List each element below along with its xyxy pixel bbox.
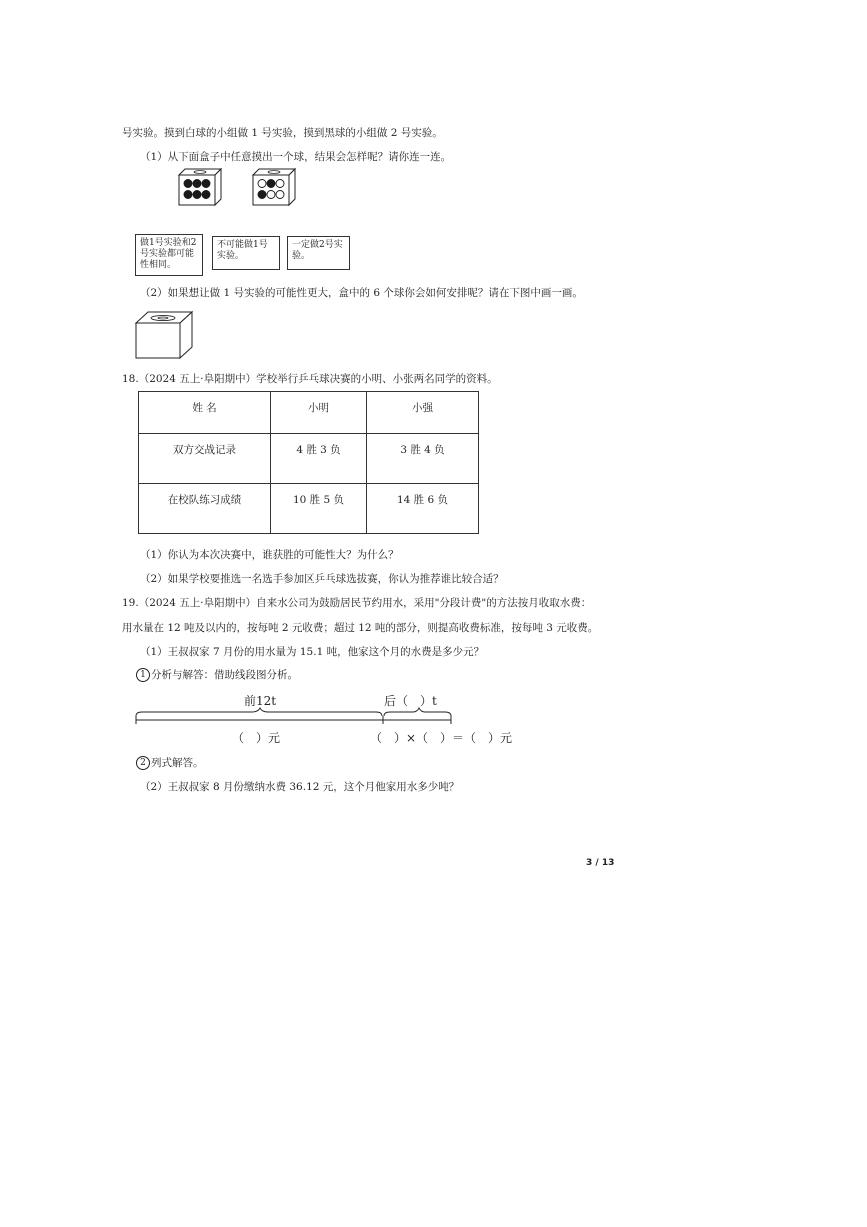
front-cost-blank: （ ）元 [232, 731, 281, 745]
white-ball [267, 191, 275, 199]
black-ball [184, 180, 192, 188]
table-cell: 10 胜 5 负 [271, 484, 367, 534]
q19-line2: 用水量在 12 吨及以内的，按每吨 2 元收费；超过 12 吨的部分，则提高收费标准，按每吨 3 元收费。 [122, 622, 599, 634]
player-info-table [138, 391, 479, 534]
option-box-2: 不可能做1号实验。 [212, 236, 280, 270]
back-cost-formula: （ ）×（ ）＝（ ）元 [370, 731, 513, 745]
table-cell: 4 胜 3 负 [271, 434, 367, 484]
option-box-1: 做1号实验和2号实验都可能性相同。 [135, 234, 203, 276]
q17-part2: （2）如果想让做 1 号实验的可能性更大，盒中的 6 个球你会如何安排呢？请在下图中画一画。 [140, 287, 583, 299]
back-segment-label: 后（ ）t [384, 694, 437, 708]
table-header-cell: 姓 名 [139, 392, 271, 434]
circled-number-2: 2 [136, 756, 150, 770]
table-cell: 双方交战记录 [139, 434, 271, 484]
option-box-3: 一定做2号实验。 [287, 236, 350, 270]
table-header-cell: 小强 [367, 392, 479, 434]
front-segment-label: 前12t [244, 694, 277, 708]
table-row [139, 434, 479, 484]
table-cell: 在校队练习成绩 [139, 484, 271, 534]
black-ball [258, 191, 266, 199]
box-2 [253, 169, 295, 205]
step1-text: 分析与解答：借助线段图分析。 [151, 669, 298, 681]
table-cell: 3 胜 4 负 [367, 434, 479, 484]
q19-title: 19.（2024 五上·阜阳期中）自来水公司为鼓励居民节约用水，采用"分段计费"的方法按月收取水费： [122, 597, 592, 609]
white-ball [276, 191, 284, 199]
ball-boxes-illustration [175, 167, 305, 209]
black-ball [202, 180, 210, 188]
black-ball [184, 191, 192, 199]
black-ball [193, 180, 201, 188]
q17-part1: （1）从下面盒子中任意摸出一个球，结果会怎样呢？请你连一连。 [140, 151, 452, 163]
white-ball [258, 180, 266, 188]
table-cell: 14 胜 6 负 [367, 484, 479, 534]
empty-box-illustration [134, 309, 198, 361]
q19-step1 [136, 668, 298, 682]
q18-title: 18.（2024 五上·阜阳期中）学校举行乒乓球决赛的小明、小张两名同学的资料。 [122, 373, 498, 385]
box-1 [179, 169, 221, 205]
table-row [139, 484, 479, 534]
black-ball [202, 191, 210, 199]
q18-part1: （1）你认为本次决赛中，谁获胜的可能性大？为什么？ [140, 549, 399, 561]
q19-step2 [136, 756, 204, 770]
step2-text: 列式解答。 [151, 757, 204, 769]
q19-part2: （2）王叔叔家 8 月份缴纳水费 36.12 元，这个月他家用水多少吨？ [140, 781, 460, 793]
white-ball [276, 180, 284, 188]
table-header-cell: 小明 [271, 392, 367, 434]
continuation-text: 号实验。摸到白球的小组做 1 号实验，摸到黑球的小组做 2 号实验。 [122, 127, 443, 139]
q18-part2: （2）如果学校要推选一名选手参加区乒乓球选拔赛，你认为推荐谁比较合适？ [140, 573, 504, 585]
line-segment-diagram [130, 706, 456, 728]
page-number: 3 / 13 [586, 858, 615, 868]
q19-part1: （1）王叔叔家 7 月份的用水量为 15.1 吨，他家这个月的水费是多少元？ [140, 646, 485, 658]
circled-number-1: 1 [136, 668, 150, 682]
black-ball [193, 191, 201, 199]
table-header-row [139, 392, 479, 434]
black-ball [267, 180, 275, 188]
